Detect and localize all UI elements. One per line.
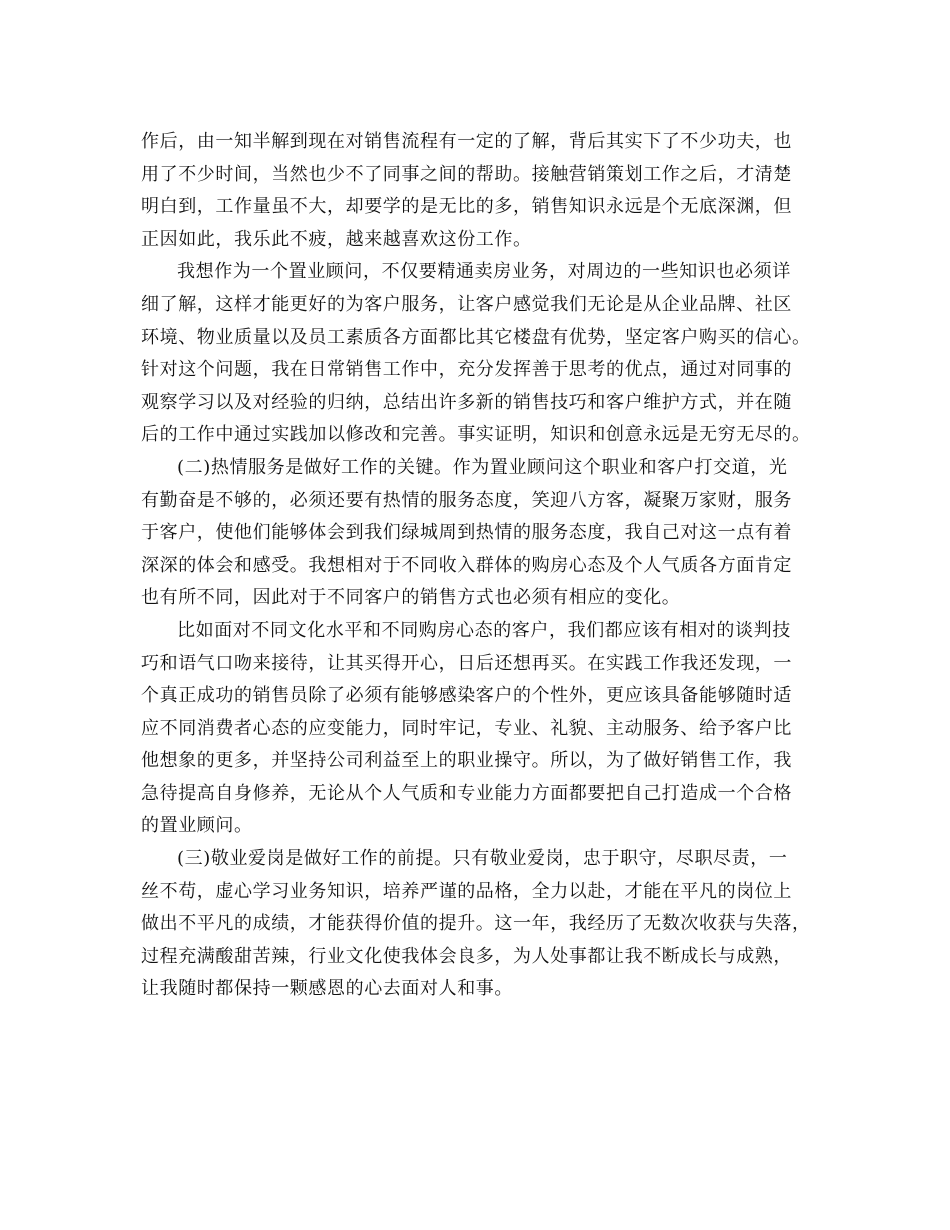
text-line: 急待提高自身修养，无论从个人气质和专业能力方面都要把自己打造成一个合格 — [141, 782, 792, 804]
text-line: (二)热情服务是做好工作的关键。作为置业顾问这个职业和客户打交道，光 — [177, 456, 788, 478]
text-line: 细了解，这样才能更好的为客户服务，让客户感觉我们无论是从企业品牌、社区 — [141, 293, 792, 315]
text-line: 也有所不同，因此对于不同客户的销售方式也必须有相应的变化。 — [141, 587, 681, 609]
text-line: 正因如此，我乐此不疲，越来越喜欢这份工作。 — [141, 228, 532, 250]
text-line: 用了不少时间，当然也少不了同事之间的帮助。接触营销策划工作之后，才清楚 — [141, 163, 792, 185]
text-line: 巧和语气口吻来接待，让其买得开心，日后还想再买。在实践工作我还发现，一 — [141, 652, 792, 674]
text-line: 有勤奋是不够的，必须还要有热情的服务态度，笑迎八方客，凝聚万家财，服务 — [141, 489, 792, 511]
paragraph-2 — [141, 256, 813, 452]
text-line: 让我随时都保持一颗感恩的心去面对人和事。 — [141, 978, 513, 1000]
paragraph-3 — [141, 452, 813, 615]
text-line: 深深的体会和感受。我想相对于不同收入群体的购房心态及个人气质各方面肯定 — [141, 554, 792, 576]
document-body — [141, 126, 813, 1006]
text-line: 环境、物业质量以及员工素质各方面都比其它楼盘有优势，坚定客户购买的信心。 — [141, 326, 811, 348]
text-line: (三)敬业爱岗是做好工作的前提。只有敬业爱岗，忠于职守，尽职尽责，一 — [177, 848, 788, 870]
text-line: 我想作为一个置业顾问，不仅要精通卖房业务，对周边的一些知识也必须详 — [177, 261, 791, 283]
text-line: 丝不苟，虚心学习业务知识，培养严谨的品格，全力以赴，才能在平凡的岗位上 — [141, 880, 792, 902]
text-line: 做出不平凡的成绩，才能获得价值的提升。这一年，我经历了无数次收获与失落， — [141, 913, 811, 935]
text-line: 明白到，工作量虽不大，却要学的是无比的多，销售知识永远是个无底深渊，但 — [141, 196, 792, 218]
text-line: 个真正成功的销售员除了必须有能够感染客户的个性外，更应该具备能够随时适 — [141, 685, 792, 707]
text-line: 比如面对不同文化水平和不同购房心态的客户，我们都应该有相对的谈判技 — [177, 619, 791, 641]
paragraph-1 — [141, 126, 813, 256]
text-line: 观察学习以及对经验的归纳，总结出许多新的销售技巧和客户维护方式，并在随 — [141, 391, 792, 413]
text-line: 的置业顾问。 — [141, 815, 253, 837]
text-line: 作后，由一知半解到现在对销售流程有一定的了解，背后其实下了不少功夫，也 — [141, 131, 792, 152]
text-line: 针对这个问题，我在日常销售工作中，充分发挥善于思考的优点，通过对同事的 — [141, 359, 792, 381]
text-line: 应不同消费者心态的应变能力，同时牢记，专业、礼貌、主动服务、给予客户比 — [141, 717, 792, 739]
text-line: 他想象的更多，并坚持公司利益至上的职业操守。所以，为了做好销售工作，我 — [141, 750, 792, 772]
text-line: 过程充满酸甜苦辣，行业文化使我体会良多，为人处事都让我不断成长与成熟， — [141, 945, 792, 967]
paragraph-5 — [141, 843, 813, 1006]
paragraph-4 — [141, 615, 813, 843]
text-line: 于客户，使他们能够体会到我们绿城周到热情的服务态度，我自己对这一点有着 — [141, 522, 792, 544]
text-line: 后的工作中通过实践加以修改和完善。事实证明，知识和创意永远是无穷无尽的。 — [141, 424, 811, 446]
